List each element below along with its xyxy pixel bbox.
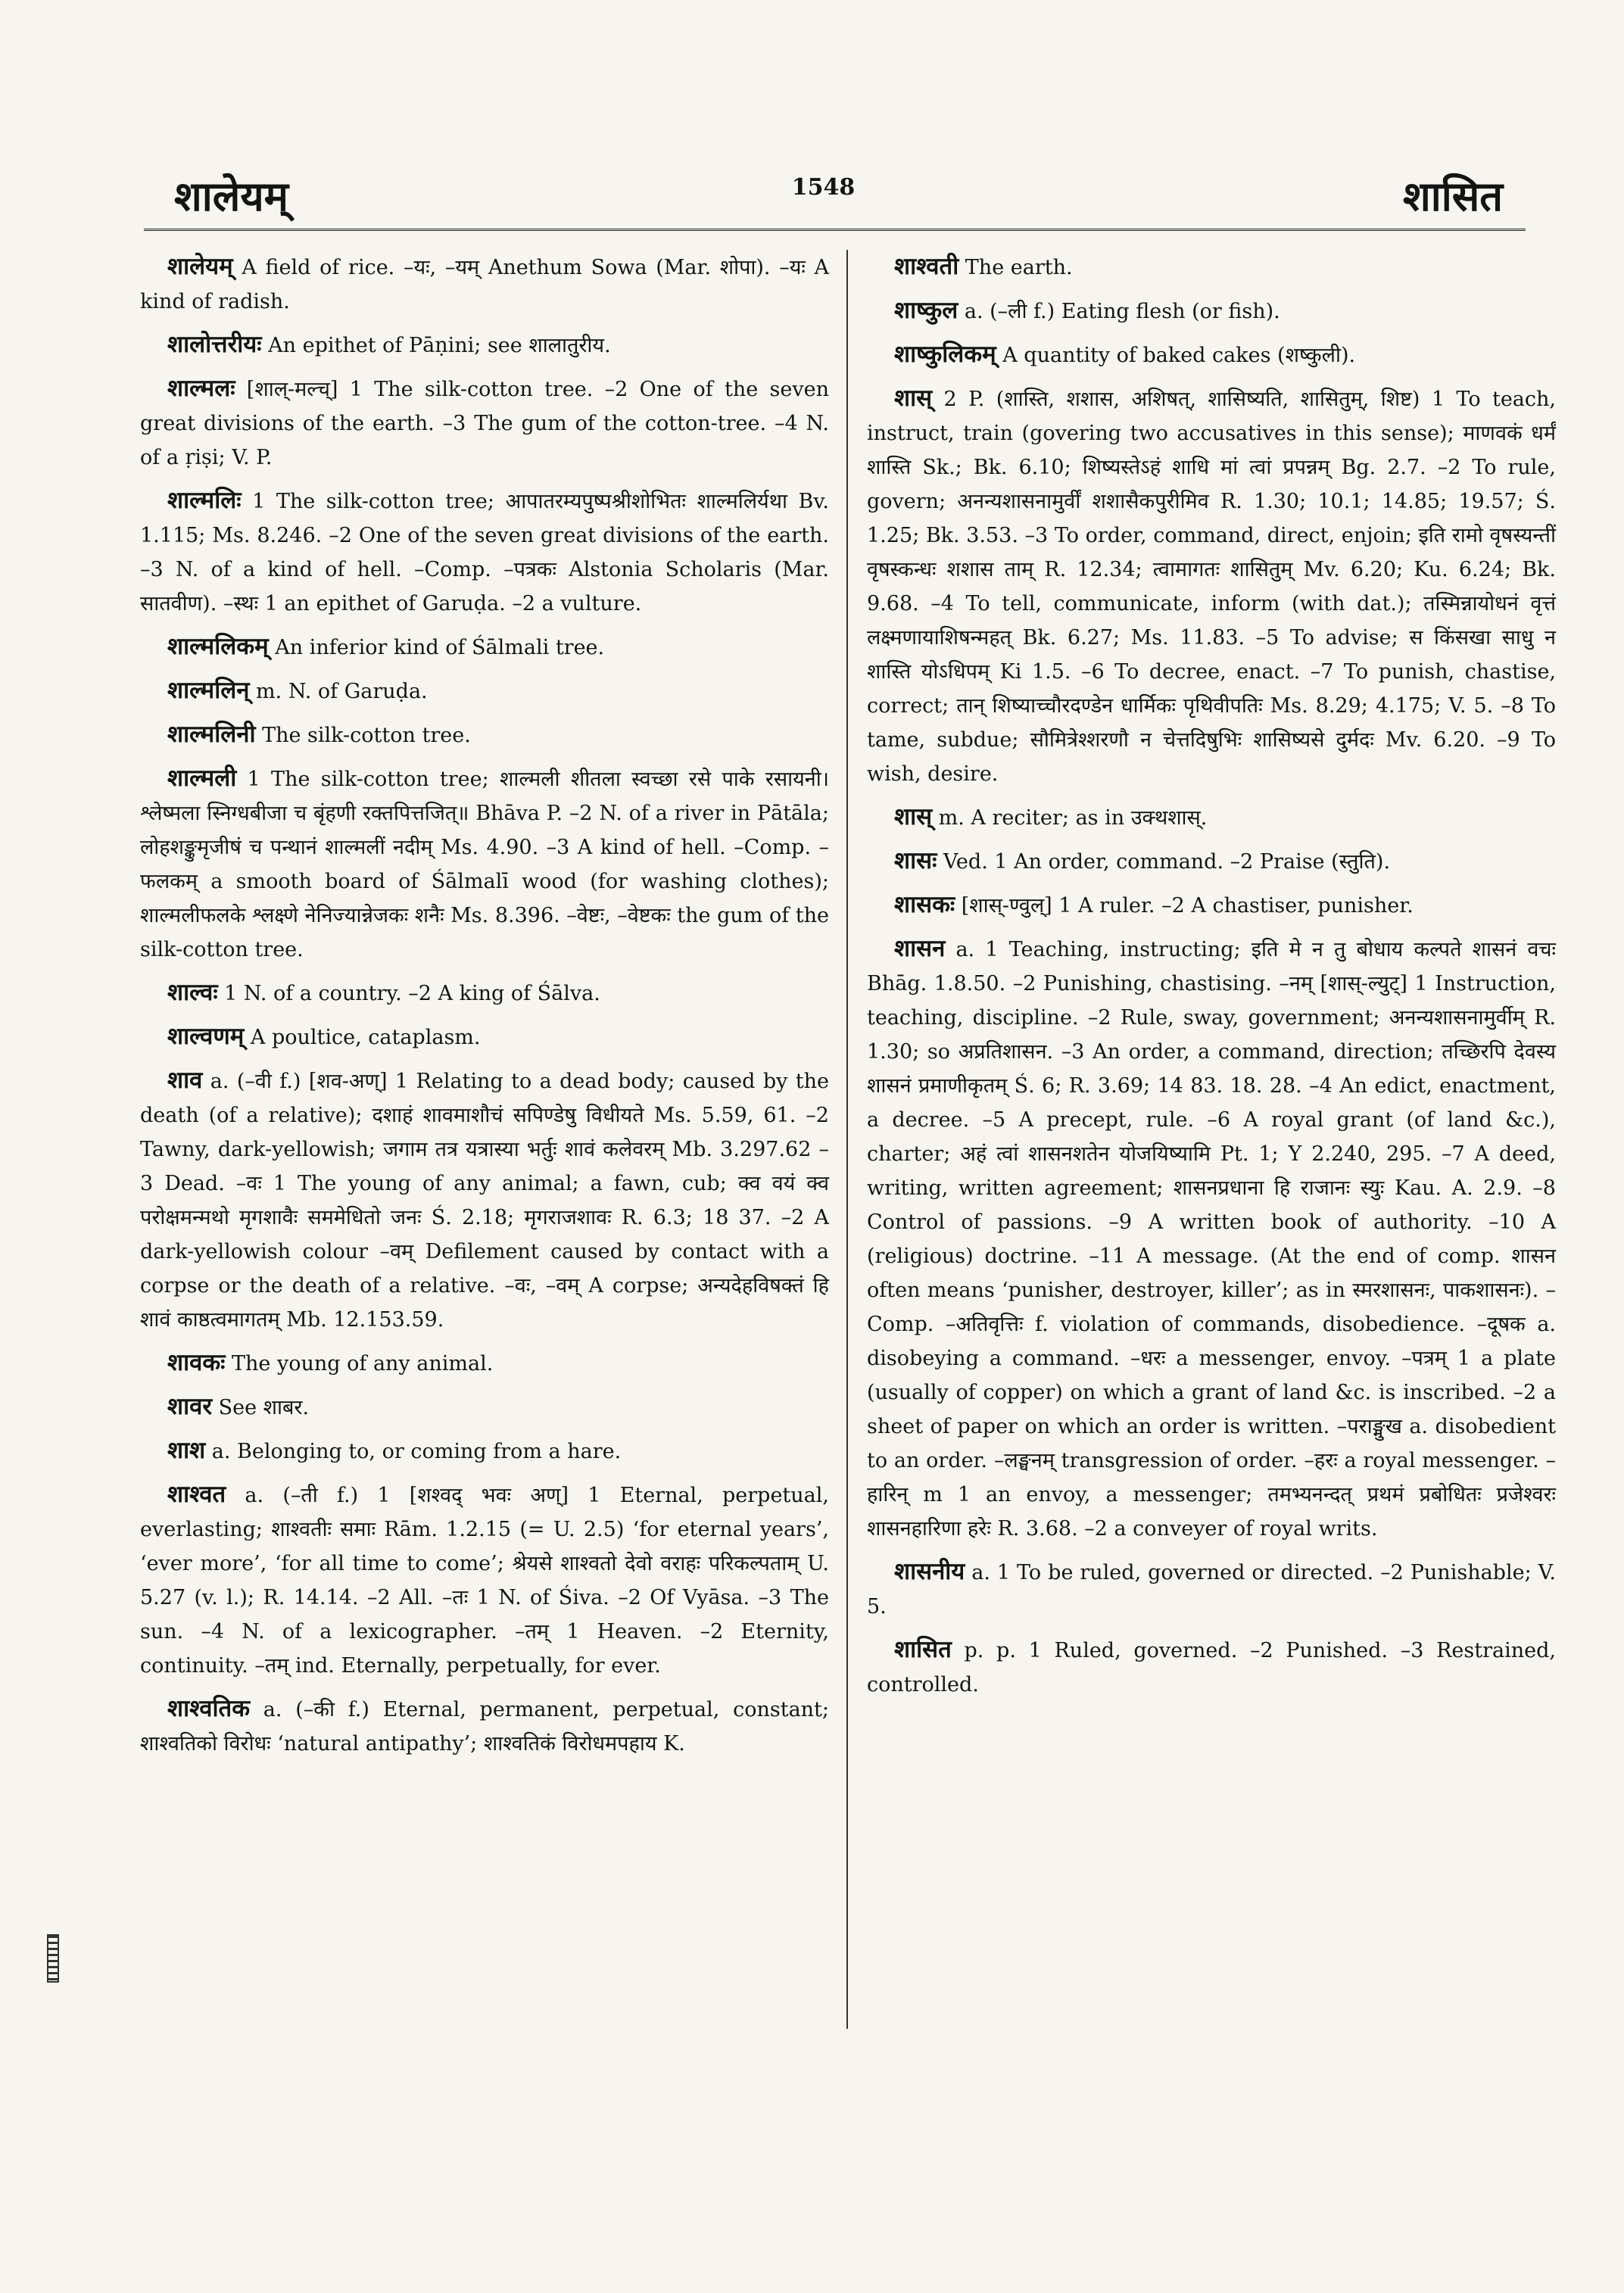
entry-definition: The earth.: [959, 256, 1073, 279]
dictionary-entry: [140, 1478, 829, 1683]
entry-headword: शाश्वती: [894, 253, 959, 280]
entry-headword: शाश्वत: [167, 1481, 226, 1508]
entry-definition: a. (–वी f.) [शव-अण्] 1 Relating to a dead body; caused by the death (of a relative); दशाहं शावमाशौचं सपिण्डेषु विधीयते Ms. 5.59, 61. –2 Tawny, dark-yellowish; जगाम तत्र यत्रास्या भर्तुः शावं कलेवरम् Mb. 3.297.62 –3 Dead. –वः 1 The young of any animal; a fawn, cub; क्व वयं क्व परोक्षमन्मथो मृगशावैः सममेधितो जनः Ś. 2.18; मृगराजशावः R. 6.3; 18 37. –2 A dark-yellowish colour –वम् Defilement caused by contact with a corpse or the death of a relative. –वः, –वम् A corpse; अन्यदेहविषक्तं हि शावं काष्ठत्वमागतम् Mb. 12.153.59.: [140, 1070, 829, 1332]
margin-mark: [47, 1934, 59, 1983]
entry-headword: शाल्मलिन्: [167, 677, 250, 704]
entry-definition: A field of rice. –यः, –यम् Anethum Sowa (Mar. शोपा). –यः A kind of radish.: [140, 256, 829, 313]
entry-definition: 1 The silk-cotton tree; आपातरम्यपुष्पश्रीशोभितः शाल्मलिर्यथा Bv. 1.115; Ms. 8.246. –2 One of the seven great divisions of the earth. –3 N. of a kind of hell. –Comp. –पत्रकः Alstonia Scholaris (Mar. सातवीण). –स्थः 1 an epithet of Garuḍa. –2 a vulture.: [140, 490, 829, 615]
entry-definition: 1 The silk-cotton tree; शाल्मली शीतला स्वच्छा रसे पाके रसायनी। श्लेष्मला स्निग्धबीजा च बृंहणी रक्तपित्तजित्॥ Bhāva P. –2 N. of a river in Pātāla; लोहशङ्कुमृजीषं च पन्थानं शाल्मलीं नदीम् Ms. 4.90. –3 A kind of hell. –Comp. –फलकम् a smooth board of Śālmalī wood (for washing clothes); शाल्मलीफलके श्लक्ष्णे नेनिज्यान्नेजकः शनैः Ms. 8.396. –वेष्टः, –वेष्टकः the gum of the silk-cotton tree.: [140, 768, 829, 961]
entry-headword: शासः: [894, 847, 937, 874]
dictionary-entry: [140, 718, 829, 752]
entry-definition: m. N. of Garuḍa.: [249, 680, 428, 703]
dictionary-entry: [867, 844, 1556, 879]
entry-definition: An inferior kind of Śālmali tree.: [268, 636, 605, 659]
dictionary-entry: [867, 800, 1556, 835]
entry-headword: शाल्मलः: [167, 375, 235, 402]
entry-headword: शाल्मलिनी: [167, 721, 256, 748]
entry-headword: शासकः: [894, 891, 955, 918]
dictionary-entry: [140, 328, 829, 363]
entry-headword: शाव: [167, 1067, 203, 1094]
entry-definition: a. (–की f.) Eternal, permanent, perpetual, constant; शाश्वतिको विरोधः ‘natural antipathy’; शाश्वतिकं विरोधमपहाय K.: [140, 1698, 829, 1756]
entry-headword: शाष्कुलिकम्: [894, 341, 996, 368]
entry-definition: a. 1 To be ruled, governed or directed. –2 Punishable; V. 5.: [867, 1561, 1556, 1618]
entry-headword: शासनीय: [894, 1558, 965, 1585]
entry-headword: शाल्मली: [167, 765, 237, 792]
dictionary-entry: [867, 294, 1556, 329]
entry-headword: शावर: [167, 1393, 213, 1420]
entry-headword: शाश्वतिक: [167, 1695, 251, 1722]
dictionary-entry: [867, 250, 1556, 285]
entry-definition: See शाबर.: [212, 1396, 310, 1419]
entry-headword: शास्: [894, 385, 933, 412]
entry-definition: a. (–ती f.) 1 [शश्वद् भवः अण्] 1 Eternal, perpetual, everlasting; शाश्वतीः समाः Rām. 1.2.15 (= U. 2.5) ‘for eternal years’, ‘ever more’, ‘for all time to come’; श्रेयसे शाश्वतो देवो वराहः परिकल्पताम् U. 5.27 (v. l.); R. 14.14. –2 All. –तः 1 N. of Śiva. –2 Of Vyāsa. –3 The sun. –4 N. of a lexicographer. –तम् 1 Heaven. –2 Eternity, continuity. –तम् ind. Eternally, perpetually, for ever.: [140, 1484, 829, 1678]
dictionary-entry: [140, 1346, 829, 1381]
dictionary-entry: [140, 1064, 829, 1337]
entry-headword: शास्: [894, 803, 933, 830]
entry-definition: [शास्-ण्वुल्] 1 A ruler. –2 A chastiser, punisher.: [955, 894, 1414, 918]
entry-definition: a. Belonging to, or coming from a hare.: [205, 1440, 622, 1463]
dictionary-entry: [140, 1390, 829, 1425]
dictionary-entry: [867, 888, 1556, 923]
entry-headword: शाल्मलिकम्: [167, 633, 269, 660]
entry-definition: The young of any animal.: [225, 1352, 494, 1375]
entry-headword: शाश: [167, 1437, 206, 1464]
dictionary-entry: [140, 484, 829, 621]
entry-headword: शालोत्तरीयः: [167, 331, 262, 358]
dictionary-entry: [867, 382, 1556, 791]
dictionary-entry: [867, 1555, 1556, 1624]
dictionary-entry: [140, 976, 829, 1011]
entry-headword: शासित: [894, 1636, 952, 1663]
right-column: [867, 250, 1556, 1711]
right-running-headword: शासित: [1403, 172, 1503, 220]
entry-definition: p. p. 1 Ruled, governed. –2 Punished. –3 Restrained, controlled.: [867, 1639, 1556, 1696]
entry-definition: a. 1 Teaching, instructing; इति मे न तु बोधाय कल्पते शासनं वचः Bhāg. 1.8.50. –2 Punishing, chastising. –नम् [शास्-ल्युट्] 1 Instruction, teaching, discipline. –2 Rule, sway, government; अनन्यशासनामुर्वीम् R. 1.30; so अप्रतिशासन. –3 An order, a command, direction; तच्छिरपि देवस्य शासनं प्रमाणीकृतम् Ś. 6; R. 3.69; 14 83. 18. 28. –4 An edict, enactment, a decree. –5 A precept, rule. –6 A royal grant (of land &c.), charter; अहं त्वां शासनशतेन योजयिष्यामि Pt. 1; Y 2.240, 295. –7 A deed, writing, written agreement; शासनप्रधाना हि राजानः स्युः Kau. A. 2.9. –8 Control of passions. –9 A written book of authority. –10 A (religious) doctrine. –11 A message. (At the end of comp. शासन often means ‘punisher, destroyer, killer’; as in स्मरशासनः, पाकशासनः). –Comp. –अतिवृत्तिः f. violation of commands, disobedience. –दूषक a. disobeying a command. –धरः a messenger, envoy. –पत्रम् 1 a plate (usually of copper) on which a grant of land &c. is inscribed. –2 a sheet of paper on which an order is written. –पराङ्मुख a. disobedient to an order. –लङ्घनम् transgression of order. –हरः a royal messenger. –हारिन् m 1 an envoy, a messenger; तमभ्यनन्दत् प्रथमं प्रबोधितः प्रजेश्वरः शासनहारिणा हरेः R. 3.68. –2 a conveyer of royal writs.: [867, 938, 1556, 1541]
entry-definition: A poultice, cataplasm.: [244, 1026, 481, 1049]
entry-definition: 2 P. (शास्ति, शशास, अशिषत्, शासिष्यति, शासितुम्, शिष्ट) 1 To teach, instruct, train (govering two accusatives in this sense); माणवकं धर्मं शास्ति Sk.; Bk. 6.10; शिष्यस्तेऽहं शाधि मां त्वां प्रपन्नम् Bg. 2.7. –2 To rule, govern; अनन्यशासनामुर्वीं शशासैकपुरीमिव R. 1.30; 10.1; 14.85; 19.57; Ś. 1.25; Bk. 3.53. –3 To order, command, direct, enjoin; इति रामो वृषस्यन्तीं वृषस्कन्धः शशास ताम् R. 12.34; त्वामागतः शासितुम् Mv. 6.20; Ku. 6.24; Bk. 9.68. –4 To tell, communicate, inform (with dat.); तस्मिन्नायोधनं वृत्तं लक्ष्मणायाशिषन्महत् Bk. 6.27; Ms. 11.83. –5 To advise; स किंसखा साधु न शास्ति योऽधिपम् Ki 1.5. –6 To decree, enact. –7 To punish, chastise, correct; तान् शिष्याच्चौरदण्डेन धार्मिकः पृथिवीपतिः Ms. 8.29; 4.175; V. 5. –8 To tame, subdue; सौमित्रेश्शरणौ न चेत्तदिषुभिः शासिष्यसे दुर्मदः Mv. 6.20. –9 To wish, desire.: [867, 388, 1556, 786]
entry-definition: a. (–ली f.) Eating flesh (or fish).: [958, 300, 1280, 323]
header-rule: [144, 229, 1526, 231]
entry-definition: m. A reciter; as in उक्थशास्.: [932, 806, 1208, 830]
entry-headword: शालेयम्: [167, 253, 233, 280]
entry-headword: शाल्वः: [167, 979, 218, 1006]
entry-headword: शावकः: [167, 1349, 226, 1376]
entry-headword: शाष्कुल: [894, 297, 959, 324]
left-column: [140, 250, 829, 1770]
entry-definition: A quantity of baked cakes (शष्कुली).: [996, 344, 1356, 367]
dictionary-entry: [140, 372, 829, 475]
page-header: [144, 151, 1503, 227]
dictionary-entry: [140, 250, 829, 319]
dictionary-entry: [867, 1633, 1556, 1702]
entry-headword: शासन: [894, 935, 946, 962]
entry-headword: शाल्वणम्: [167, 1023, 245, 1050]
dictionary-entry: [867, 932, 1556, 1546]
dictionary-entry: [140, 1434, 829, 1469]
dictionary-entry: [867, 338, 1556, 372]
entry-definition: An epithet of Pāṇini; see शालातुरीय.: [261, 334, 611, 357]
left-running-headword: शालेयम्: [174, 172, 288, 220]
entry-definition: 1 N. of a country. –2 A king of Śālva.: [217, 982, 600, 1005]
dictionary-entry: [140, 630, 829, 665]
dictionary-entry: [140, 762, 829, 967]
dictionary-entry: [140, 674, 829, 709]
entry-headword: शाल्मलिः: [167, 487, 242, 514]
entry-definition: Ved. 1 An order, command. –2 Praise (स्तुति).: [937, 850, 1391, 874]
page-number: 1548: [791, 174, 856, 201]
dictionary-entry: [140, 1020, 829, 1055]
column-divider: [846, 250, 848, 2029]
entry-definition: [शाल्-मल्च्] 1 The silk-cotton tree. –2 One of the seven great divisions of the earth. –3 The gum of the cotton-tree. –4 N. of a ṛiṣi; V. P.: [140, 378, 829, 469]
dictionary-entry: [140, 1692, 829, 1761]
entry-definition: The silk-cotton tree.: [255, 724, 471, 747]
